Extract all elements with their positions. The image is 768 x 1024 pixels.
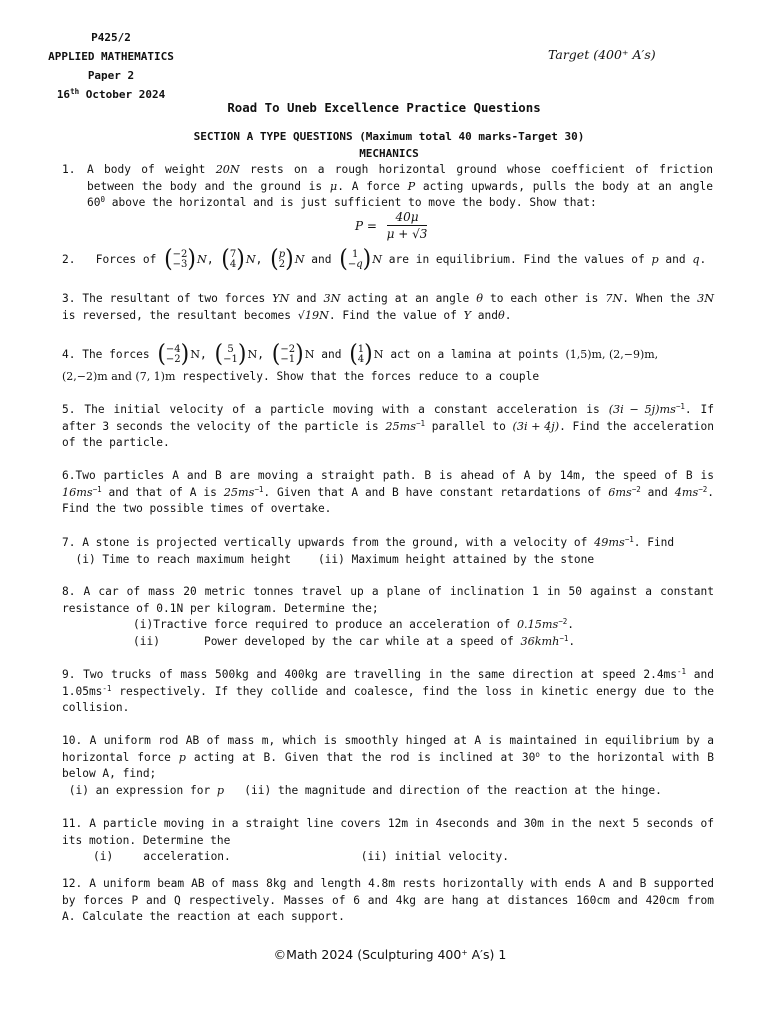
text-fragment: A′s): [467, 947, 499, 962]
vector-1: (−2 −3): [164, 245, 197, 274]
text-fragment: 4: [229, 259, 237, 270]
text-fragment: −1: [254, 484, 264, 494]
text-fragment: N: [247, 348, 258, 361]
text-fragment: act on a lamina at points: [390, 348, 559, 361]
text-fragment: and: [471, 308, 498, 322]
text-fragment: acceleration.: [143, 850, 231, 864]
text-fragment: −1: [559, 633, 569, 643]
text-fragment: . Given that A and B have constant retardations of: [263, 485, 609, 499]
question-7: [62, 535, 714, 568]
text-fragment: (2,−2)m and (7, 1)m: [62, 370, 176, 383]
question-9: [62, 667, 714, 717]
text-fragment: −1: [92, 484, 102, 494]
topic-heading: MECHANICS: [359, 147, 419, 160]
question-8: [62, 584, 714, 650]
text-fragment: . When the: [622, 292, 698, 305]
vector-4: (1 4): [349, 340, 373, 369]
text-fragment: 7: [229, 249, 237, 260]
text-fragment: . If after 3 seconds the velocity of the particle is: [62, 403, 714, 433]
text-fragment: −2: [558, 617, 568, 627]
question-2: 2. Forces of (−2 −3)N, (7 4)N, (p 2)N and ( 1 −q)N are in equilibrium. Find the values of p and q.: [62, 245, 707, 274]
question-11: [62, 816, 714, 866]
text-fragment: θ: [476, 292, 483, 305]
text-fragment: p: [278, 249, 286, 260]
text-fragment: Power developed by the car while at a speed of: [203, 634, 521, 648]
text-fragment: p: [651, 253, 659, 266]
text-fragment: 0: [100, 195, 105, 205]
exam-header: [36, 28, 186, 104]
text-fragment: 1: [352, 249, 359, 260]
text-fragment: −2: [165, 354, 181, 365]
text-fragment: October 2024: [79, 88, 166, 101]
text-fragment: are in equilibrium. Find the values of: [388, 253, 645, 266]
text-fragment: 0.15ms: [516, 618, 559, 632]
text-fragment: respectively. If they collide and coalesce, find the loss in kinetic energy due to the collision.: [62, 684, 714, 715]
page-title: Road To Uneb Excellence Practice Questions: [227, 100, 541, 115]
text-fragment: 12. A uniform beam AB of mass 8kg and length 4.8m rests horizontally with ends A and B supported by forces P and Q respectively. Masses of 6 and 4kg are hang at distances 160cm and 420cm from A. Calculate the reaction at each support.: [62, 877, 714, 924]
paper-code: P425/2: [91, 31, 131, 44]
text-fragment: .: [699, 253, 707, 266]
text-fragment: to each other is: [483, 292, 606, 305]
text-fragment: (ii): [133, 634, 160, 648]
section-line: SECTION A TYPE QUESTIONS (Maximum total 40 marks-Target 30): [193, 130, 585, 143]
vector-4: ( 1 −q): [339, 245, 372, 274]
text-fragment: P: [407, 179, 416, 193]
text-fragment: −1: [223, 354, 238, 365]
text-fragment: -1: [102, 683, 112, 693]
text-fragment: 11. A particle moving in a straight line covers 12m in 4seconds and 30m in the next 5 seconds of its motion. Determine the: [62, 817, 714, 847]
section-heading: [0, 128, 768, 162]
text-fragment: q: [692, 253, 700, 266]
text-fragment: 5: [227, 344, 234, 355]
text-fragment: μ: [329, 179, 338, 193]
text-fragment: 6.Two particles A and B are moving a straight path. B is ahead of A by 14m, the speed of B is: [62, 469, 714, 482]
text-fragment: and: [321, 348, 342, 361]
text-fragment: .: [568, 634, 576, 648]
vector-3: (p 2): [270, 245, 294, 274]
text-fragment: to the horizontal with B below A, find;: [62, 750, 714, 781]
text-fragment: and: [311, 253, 332, 266]
text-fragment: Tractive force required to produce an acceleration of: [153, 618, 517, 632]
question-10-parts: [62, 783, 714, 800]
text-fragment: 3N: [323, 292, 341, 305]
question-1: [87, 162, 713, 212]
text-fragment: N: [245, 253, 256, 266]
text-fragment: (3i + 4j): [512, 419, 560, 433]
text-fragment: 2: [278, 259, 286, 270]
text-fragment: 5. The initial velocity of a particle moving with a constant acceleration is: [62, 403, 609, 416]
text-fragment: 10. A uniform rod AB of mass m, which is smoothly hinged at A is maintained in equilibrium by a horizontal force: [62, 734, 714, 764]
question-4-line-2: [62, 369, 539, 386]
text-fragment: is reversed, the resultant becomes: [62, 308, 298, 322]
text-fragment: acting at B. Given that the rod is inclined at 30: [185, 750, 536, 764]
text-fragment: (i): [93, 850, 114, 864]
text-fragment: 8. A car of mass 20 metric tonnes travel up a plane of inclination 1 in 50 against a constant resistance of 0.1N per kilogram. Determine the;: [62, 585, 714, 615]
text-fragment: 40μ: [387, 210, 428, 226]
question-10: [62, 733, 714, 799]
vector-2: (7 4): [221, 245, 245, 274]
question-6: [62, 468, 714, 518]
text-fragment: −2: [172, 249, 188, 260]
subject-name: APPLIED MATHEMATICS: [48, 50, 174, 63]
text-fragment: respectively. Show that the forces reduce to a couple: [175, 370, 540, 383]
text-fragment: (3i − 5j)ms: [608, 403, 676, 416]
text-fragment: . A force: [337, 179, 408, 193]
text-fragment: −q: [347, 259, 363, 270]
text-fragment: 3. The resultant of two forces: [62, 292, 273, 305]
text-fragment: 7N: [605, 292, 623, 305]
text-fragment: θ: [497, 308, 505, 322]
text-fragment: N: [304, 348, 315, 361]
text-fragment: .: [567, 618, 574, 632]
text-fragment: √19N: [297, 308, 329, 322]
text-fragment: 4ms: [674, 485, 699, 499]
question-8-part-i: [62, 617, 714, 634]
text-fragment: −2: [280, 344, 296, 355]
page-footer: [0, 947, 768, 962]
paper-number: Paper 2: [87, 69, 135, 82]
text-fragment: (i) an expression for: [62, 783, 217, 797]
text-fragment: 2.: [62, 253, 76, 266]
text-fragment: 3N: [697, 292, 714, 305]
text-fragment: −3: [172, 259, 188, 270]
text-fragment: N: [294, 253, 305, 266]
text-fragment: and: [640, 485, 675, 499]
text-fragment: 20N: [215, 163, 240, 176]
text-fragment: and: [289, 292, 324, 305]
text-fragment: (i): [133, 618, 154, 632]
vector-1: (−4 −2): [157, 340, 190, 369]
text-fragment: (ii) initial velocity.: [360, 850, 509, 864]
text-fragment: −2: [698, 484, 708, 494]
text-fragment: 1: [357, 344, 365, 355]
text-fragment: −1: [624, 535, 634, 544]
text-fragment: −1: [675, 402, 685, 411]
text-fragment: 25ms: [385, 419, 416, 433]
text-fragment: +: [461, 948, 468, 957]
text-fragment: −1: [415, 418, 425, 428]
text-fragment: . Find: [633, 536, 675, 549]
question-1-equation: [355, 210, 427, 242]
text-fragment: 36kmh: [520, 634, 560, 648]
text-fragment: 49ms: [594, 536, 625, 549]
question-3: [62, 291, 714, 324]
vector-3: (−2 −1): [271, 340, 304, 369]
question-11-parts: [62, 849, 714, 866]
text-fragment: N: [197, 253, 207, 266]
text-fragment: N: [190, 348, 201, 361]
question-7-parts: (i) Time to reach maximum height (ii) Maximum height attained by the stone: [62, 552, 595, 566]
text-fragment: A body of weight: [87, 163, 216, 176]
text-fragment: Y: [463, 308, 472, 322]
text-fragment: and: [665, 253, 686, 266]
text-fragment: (1,5)m, (2,−9)m,: [565, 348, 659, 361]
text-fragment: 16ms: [62, 485, 93, 499]
page-number: 1: [498, 947, 507, 962]
question-12: [62, 876, 714, 926]
text-fragment: -1: [677, 667, 687, 676]
text-fragment: 4: [357, 354, 365, 365]
question-8-part-ii: [62, 634, 714, 651]
text-fragment: N: [372, 253, 383, 266]
text-fragment: above the horizontal and is just sufficient to move the body. Show that:: [105, 196, 597, 210]
text-fragment: acting upwards, pulls the body at an angle 60: [87, 179, 713, 210]
text-fragment: 16: [56, 88, 71, 101]
text-fragment: YN: [272, 292, 290, 305]
text-fragment: 7. A stone is projected vertically upwards from the ground, with a velocity of: [62, 536, 595, 549]
text-fragment: rests on a rough horizontal ground whose coefficient of friction between the body and the ground is: [87, 163, 713, 193]
text-fragment: p: [178, 750, 186, 764]
text-fragment: . Find the value of: [328, 308, 464, 322]
text-fragment: and 1.05ms: [62, 668, 714, 698]
text-fragment: 25ms: [223, 485, 255, 499]
text-fragment: N: [373, 348, 384, 361]
text-fragment: acting at an angle: [340, 292, 477, 305]
text-fragment: 9. Two trucks of mass 500kg and 400kg are travelling in the same direction at speed 2.4ms: [62, 668, 678, 681]
question-4: 4. The forces (−4 −2)N, ( 5 −1)N, (−2 −1)N and (1 4)N act on a lamina at points (1,5)m, (2,−9)m,: [62, 340, 659, 369]
target-note: Target (400⁺ A′s): [548, 47, 656, 62]
text-fragment: ©Math 2024 (Sculpturing 400: [273, 947, 462, 962]
text-fragment: parallel to: [424, 419, 513, 433]
text-fragment: (ii) the magnitude and direction of the reaction at the hinge.: [224, 783, 662, 797]
text-fragment: th: [70, 87, 80, 96]
text-fragment: 6ms: [608, 485, 632, 499]
vector-2: ( 5 −1): [214, 340, 247, 369]
question-5: [62, 402, 714, 452]
text-fragment: . Find the two possible times of overtake.: [62, 485, 714, 516]
text-fragment: p: [216, 783, 225, 797]
text-fragment: . Find the acceleration of the particle.: [62, 419, 714, 450]
text-fragment: Forces of: [95, 253, 157, 266]
text-fragment: and that of A is: [101, 485, 224, 499]
text-fragment: −4: [165, 344, 181, 355]
text-fragment: .: [504, 308, 512, 322]
text-fragment: P =: [355, 219, 377, 233]
text-fragment: 4. The forces: [62, 348, 150, 361]
question-1-number: 1.: [62, 163, 76, 176]
text-fragment: o: [535, 749, 540, 759]
text-fragment: −2: [631, 484, 641, 494]
text-fragment: −1: [280, 354, 296, 365]
text-fragment: μ + √3: [386, 227, 428, 241]
